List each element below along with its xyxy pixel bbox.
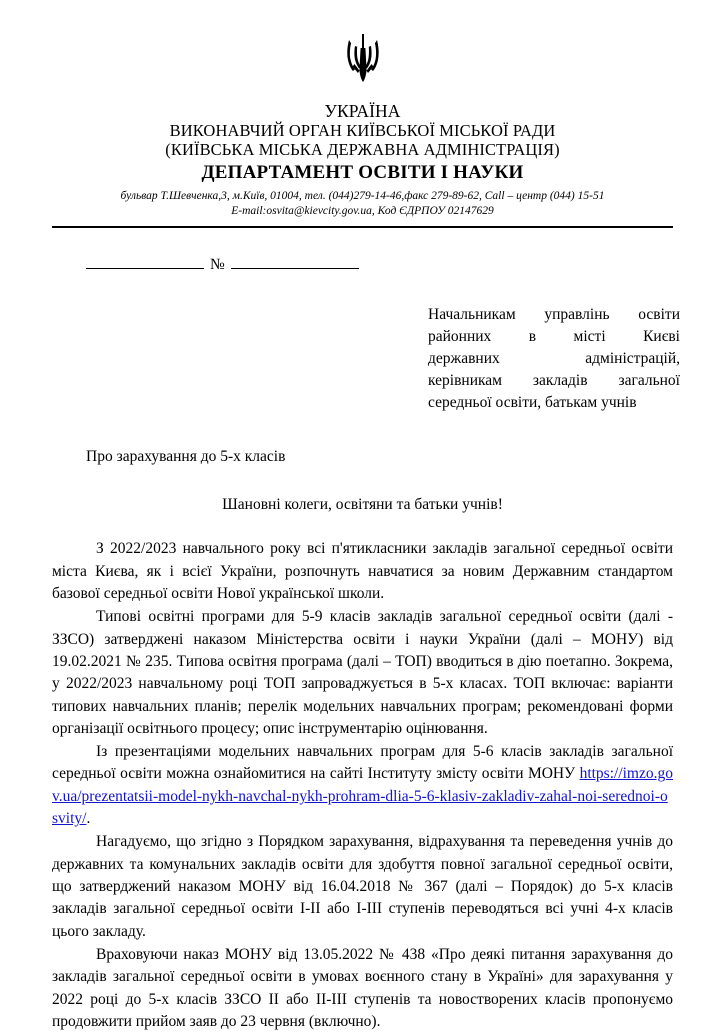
date-blank (86, 254, 204, 270)
letterhead-email: E-mail:osvita@kievcity.gov.ua, Код ЄДРПОУ 02147629 (231, 205, 494, 218)
document-subject: Про зарахування до 5-х класів (86, 448, 286, 466)
letterhead-body-line-1: ВИКОНАВЧИЙ ОРГАН КИЇВСЬКОЇ МІСЬКОЇ РАДИ (169, 121, 556, 141)
letterhead-address: бульвар Т.Шевченка,3, м.Київ, 01004, тел. (044)279-14-46,факс 279-89-62, Call – центр (044) 15-51 (120, 189, 605, 202)
addressee-block (428, 304, 680, 414)
paragraph: Нагадуємо, що згідно з Порядком зарахування, відрахування та переведення учнів до державних та комунальних закладів освіти для здобуття повної загальної середньої освіти, що затверджений наказом МОНУ від 16.04.2018 № 367 (далі – Порядок) до 5-х класів закладів загальної середньої освіти І-ІІ або І-ІІІ ступенів переводяться всі учні 4-х класів цього закладу. (52, 833, 673, 940)
addressee-line: Начальникам управлінь освіти (428, 306, 680, 324)
salutation: Шановні колеги, освітяни та батьки учнів! (222, 496, 503, 514)
paragraph: Типові освітні програми для 5-9 класів закладів загальної середньої освіти (далі - ЗЗСО) затверджені наказом Міністерства освіти і науки України (далі – МОНУ) від 19.02.2021 № 235. Типова освітня програма (далі – ТОП) вводиться в дію поетапно. Зокрема, у 2022/2023 навчальному році ТОП запроваджується в 5-х класах. ТОП включає: варіанти типових навчальних планів; перелік модельних навчальних програм; рекомендовані форми організації освітнього процесу; опис інструментарію оцінювання. (52, 608, 673, 737)
number-blank (231, 254, 359, 270)
addressee-line: районних в місті Києві (428, 328, 680, 346)
header-divider (52, 226, 673, 228)
ukraine-trident-emblem (343, 34, 383, 90)
paragraph: З 2022/2023 навчального року всі п'ятикласники закладів загальної середньої освіти міста Києва, як і всієї України, розпочнуть навчатися за новим Державним стандартом базової середньої освіти Нової української школи. (52, 540, 673, 602)
link-paragraph-after: . (86, 810, 91, 828)
emblem-container (52, 34, 673, 95)
addressee-line: середньої освіти, батькам учнів (428, 394, 637, 412)
letterhead-department: ДЕПАРТАМЕНТ ОСВІТИ І НАУКИ (201, 161, 524, 183)
link-paragraph-before: Із презентаціями модельних навчальних програм для 5-6 класів закладів загальної середньої освіти можна ознайомитися на сайті Інституту змісту освіти МОНУ (52, 743, 673, 783)
imzo-presentations-link[interactable]: https://imzo.gov.ua/prezentatsii-model-nykh-navchal-nykh-prohram-dlia-5-6-klasiv-zakladiv-zahal-noi-serednoi-osvity/ (52, 765, 673, 828)
document-body (52, 538, 673, 1033)
number-symbol: № (210, 256, 225, 274)
letterhead-country: УКРАЇНА (324, 101, 401, 121)
letterhead-contact (52, 189, 673, 220)
letterhead-body-line-2: (КИЇВСЬКА МІСЬКА ДЕРЖАВНА АДМІНІСТРАЦІЯ) (165, 140, 560, 160)
addressee-line: керівникам закладів загальної (428, 372, 680, 390)
document-number-line (52, 254, 673, 275)
addressee-line: державних адміністрацій, (428, 350, 680, 368)
paragraph: Враховуючи наказ МОНУ від 13.05.2022 № 438 «Про деякі питання зарахування до закладів загальної середньої освіти в умовах воєнного стану в Україні» для зарахування у 2022 році до 5-х класів ЗЗСО ІІ або ІІ-ІІІ ступенів та новостворених класів пропонуємо продовжити прийом заяв до 23 червня (включно). (52, 945, 673, 1030)
paragraph-with-link (52, 741, 673, 830)
